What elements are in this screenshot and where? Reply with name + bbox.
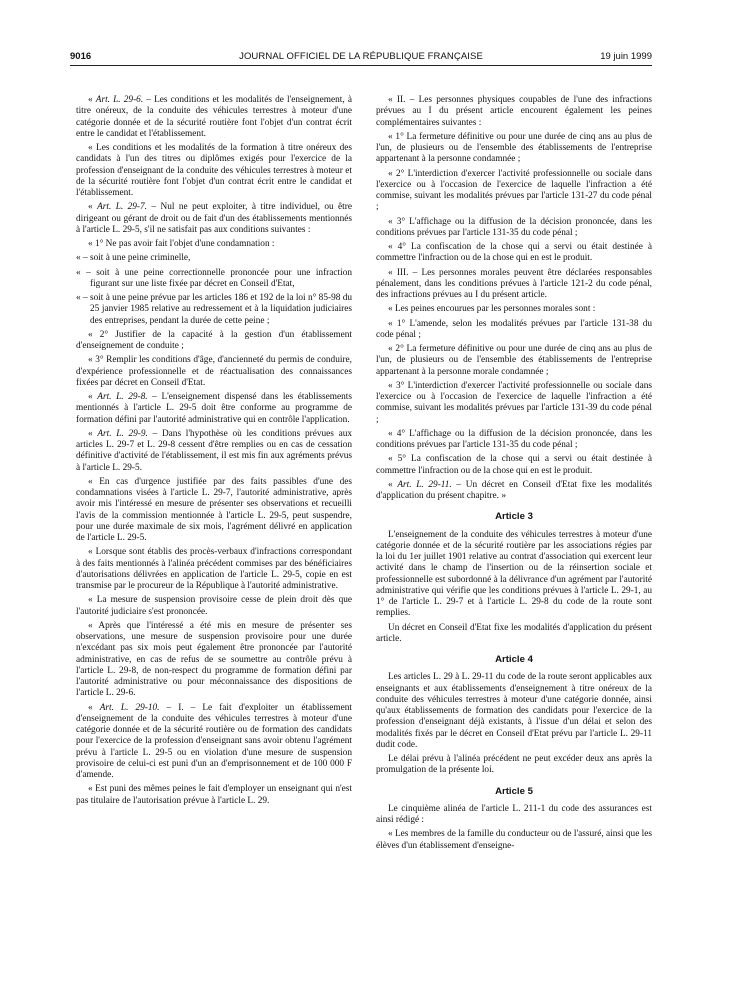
paragraph: « II. – Les personnes physiques coupables de l'une des infractions prévues au I du présent article encourent également les peines complémentaires suivantes : [376, 95, 652, 128]
paragraph: Le délai prévu à l'alinéa précédent ne peut excéder deux ans après la promulgation de la présente loi. [376, 754, 652, 776]
paragraph: « Est puni des mêmes peines le fait d'employer un enseignant qui n'est pas titulaire de l'autorisation prévue à l'article L. 29. [76, 784, 352, 806]
paragraph: « 3° L'affichage ou la diffusion de la décision prononcée, dans les conditions prévues par l'article 131-35 du code pénal ; [376, 216, 652, 238]
paragraph-text: – Les conditions et les modalités de l'enseignement, à titre onéreux, de la conduite des véhicules terrestres à moteur d'une catégorie donnée et de la sécurité routière font l'objet d'un contrat écrit entre le candidat et l'établissement. [76, 95, 352, 139]
paragraph: « Les conditions et les modalités de la formation à titre onéreux des candidats à l'un des titres ou diplômes exigés pour l'exercice de la profession d'enseignant de la conduite des véhicules terrestres à moteur et de la sécurité routière font l'objet d'un contrat écrit entre le candidat et l'établissement. [76, 143, 352, 198]
list-item: « – soit à une peine criminelle, [76, 253, 191, 264]
paragraph: « Les peines encourues par les personnes morales sont : [388, 304, 596, 315]
paragraph: « Les membres de la famille du conducteur ou de l'assuré, ainsi que les élèves d'un établissement d'enseigne- [376, 829, 652, 851]
header-rule [70, 65, 652, 66]
article-heading: Article 4 [495, 654, 533, 665]
left-column [76, 95, 352, 810]
list-item: « – soit à une peine correctionnelle prononcée pour une infraction figurant sur une liste fixée par décret en Conseil d'Etat, [76, 267, 352, 289]
paragraph: Les articles L. 29 à L. 29-11 du code de la route seront applicables aux enseignants et aux établissements d'enseignement à titre onéreux de la conduite des véhicules terrestres à moteur d'une catégorie donnée, ainsi qu'aux établissements de formation des candidats pour l'exercice de la profession d'enseignant déjà existants, à l'issue d'un délai et selon des modalités fixés par le décret en Conseil d'Etat prévu par l'article L. 29-11 dudit code. [376, 672, 652, 750]
article-heading: Article 5 [495, 785, 533, 797]
journal-title: JOURNAL OFFICIEL DE LA RÉPUBLIQUE FRANÇAISE [239, 51, 483, 62]
paragraph: « Après que l'intéressé a été mis en mesure de présenter ses observations, une mesure de suspension provisoire pour une durée n'excédant pas six mois peut également être prononcée par l'autorité administrative, en cas de refus de se soumettre au contrôle prévu à l'article L. 29-8, de non-respect du programme de formation défini par l'autorité administrative ou pour méconnaissance des dispositions de l'article L. 29-6. [76, 620, 352, 699]
paragraph-text: – Nul ne peut exploiter, à titre individuel, ou être dirigeant ou gérant de droit ou de fait d'un des établissements mentionnés à l'article L. 29-5, s'il ne satisfait pas aux conditions suivantes : [76, 202, 352, 235]
paragraph: « 3° L'interdiction d'exercer l'activité professionnelle ou sociale dans l'exercice ou à l'occasion de l'exercice de laquelle l'infraction a été commise, suivant les modalités prévues par l'article 131-39 du code pénal ; [376, 380, 652, 425]
paragraph: « 3° Remplir les conditions d'âge, d'ancienneté du permis de conduire, d'expérience professionnelle et de réactualisation des connaissances fixées par décret en Conseil d'Etat. [76, 355, 352, 388]
article-reference: Art. L. 29-11. [397, 479, 452, 490]
article-reference: Art. L. 29-9. [97, 428, 148, 439]
paragraph: « La mesure de suspension provisoire cesse de plein droit dès que l'autorité judiciaire s'est prononcée. [76, 595, 352, 617]
paragraph: « 1° L'amende, selon les modalités prévues par l'article 131-38 du code pénal ; [376, 318, 652, 340]
paragraph: « 1° La fermeture définitive ou pour une durée de cinq ans au plus de l'un, de plusieurs ou de l'ensemble des établissements de l'entreprise appartenant à la personne condamnée ; [376, 131, 652, 165]
paragraph: « 2° La fermeture définitive ou pour une durée de cinq ans au plus de l'un, de plusieurs ou de l'ensemble des établissements de l'entreprise appartenant à la personne morale condamnée ; [376, 344, 652, 377]
page-number: 9016 [70, 51, 92, 62]
paragraph: « 4° La confiscation de la chose qui a servi ou était destinée à commettre l'infraction ou de la chose qui en est le produit. [376, 242, 652, 264]
paragraph: « 2° Justifier de la capacité à la gestion d'un établissement d'enseignement de conduite ; [76, 329, 352, 351]
paragraph: « 4° L'affichage ou la diffusion de la décision prononcée, dans les conditions prévues par l'article 131-35 du code pénal ; [376, 428, 652, 450]
paragraph: « En cas d'urgence justifiée par des faits passibles d'une des condamnations visées à l'article L. 29-7, l'autorité administrative, après avoir mis l'intéressé en mesure de présenter ses observations et recueilli l'avis de la commission mentionnée à l'article L. 29-5, peut suspendre, pour une durée maximale de six mois, l'agrément délivré en application de l'article L. 29-5. [76, 476, 352, 543]
paragraph: « Lorsque sont établis des procès-verbaux d'infractions correspondant à des faits mentionnés à l'alinéa précédent commises par des bénéficiaires d'autorisations délivrées en application de l'article L. 29-5, copie en est transmise par le procureur de la République à l'autorité administrative. [76, 547, 352, 591]
right-column [376, 95, 652, 855]
paragraph: « 5° La confiscation de la chose qui a servi ou était destinée à commettre l'infraction ou de la chose qui en est le produit. [376, 454, 652, 476]
article-heading: Article 3 [495, 511, 533, 523]
list-item: « – soit à une peine prévue par les articles 186 et 192 de la loi n° 85-98 du 25 janvier 1985 relative au redressement et à la liquidation judiciaires des entreprises, pendant la durée de cette peine ; [76, 293, 352, 326]
paragraph: Le cinquième alinéa de l'article L. 211-1 du code des assurances est ainsi rédigé : [376, 803, 652, 825]
publication-date: 19 juin 1999 [600, 51, 652, 62]
article-reference: Art. L. 29-6. [95, 95, 144, 105]
paragraph: « Art. L. 29-8. – L'enseignement dispensé dans les établissements mentionnés à l'article L. 29-5 doit être conforme au programme de formation défini par l'autorité administrative qui en contrôle l'application. [76, 392, 352, 425]
paragraph: « Art. L. 29-6. – Les conditions et les modalités de l'enseignement, à titre onéreux, de la conduite des véhicules terrestres à moteur d'une catégorie donnée et de la sécurité routière font l'objet d'un contrat écrit entre le candidat et l'établissement. [76, 95, 352, 139]
paragraph: « Art. L. 29-11. – Un décret en Conseil d'Etat fixe les modalités d'application du présent chapitre. » [376, 479, 652, 501]
paragraph-text: – Dans l'hypothèse où les conditions prévues aux articles L. 29-7 et L. 29-8 cessent d'être remplies ou en cas de cessation définitive d'activité de l'établissement, il est mis fin aux agréments prévus à l'article L. 29-5. [76, 428, 352, 473]
paragraph: Un décret en Conseil d'Etat fixe les modalités d'application du présent article. [376, 622, 652, 644]
paragraph: L'enseignement de la conduite des véhicules terrestres à moteur d'une catégorie donnée et de la sécurité routière par les associations régies par la loi du 1er juillet 1901 relative au contrat d'association qui exercent leur activité dans le champ de l'insertion ou de la réinsertion sociale et professionnelle est subordonné à la délivrance d'un agrément par l'autorité administrative qui vérifie que les conditions prévues à l'article L. 29-1, au 1° de l'article L. 29-7 et à l'article L. 29-8 du code de la route sont remplies. [376, 529, 652, 619]
paragraph: « Art. L. 29-9. – Dans l'hypothèse où les conditions prévues aux articles L. 29-7 et L. 29-8 cessent d'être remplies ou en cas de cessation définitive d'activité de l'établissement, il est mis fin aux agréments prévus à l'article L. 29-5. [76, 428, 352, 473]
article-reference: Art. L. 29-10. [99, 702, 160, 713]
paragraph: « Art. L. 29-7. – Nul ne peut exploiter, à titre individuel, ou être dirigeant ou gérant de droit ou de fait d'un des établissements mentionnés à l'article L. 29-5, s'il ne satisfait pas aux conditions suivantes : [76, 202, 352, 235]
article-reference: Art. L. 29-7. [97, 202, 147, 213]
paragraph-text: – L'enseignement dispensé dans les établissements mentionnés à l'article L. 29-5 doit être conforme au programme de formation défini par l'autorité administrative qui en contrôle l'application. [76, 392, 352, 425]
paragraph: « 1° Ne pas avoir fait l'objet d'une condamnation : [88, 239, 275, 249]
paragraph: « III. – Les personnes morales peuvent être déclarées responsables pénalement, dans les conditions prévues à l'article 121-2 du code pénal, des infractions prévues au I du présent article. [376, 267, 652, 300]
paragraph-text: – I. – Le fait d'exploiter un établissement d'enseignement de la conduite des véhicules terrestres à moteur d'une catégorie donnée et de la sécurité routière ou de formation des candidats pour l'exercice de la profession d'enseignant sans avoir obtenu l'agrément prévu à l'article L. 29-5 ou en violation d'une mesure de suspension provisoire de celui-ci est puni d'un an d'emprisonnement et de 100 000 F d'amende. [76, 702, 352, 780]
paragraph-text: – Un décret en Conseil d'Etat fixe les modalités d'application du présent chapitre. » [376, 479, 652, 501]
paragraph: « 2° L'interdiction d'exercer l'activité professionnelle ou sociale dans l'exercice ou à l'occasion de l'exercice de laquelle l'infraction a été commise, suivant les modalités prévues par l'article 131-27 du code pénal ; [376, 168, 652, 213]
article-reference: Art. L. 29-8. [97, 392, 148, 402]
paragraph: « Art. L. 29-10. – I. – Le fait d'exploiter un établissement d'enseignement de la conduite des véhicules terrestres à moteur d'une catégorie donnée et de la sécurité routière ou de formation des candidats pour l'exercice de la profession d'enseignant sans avoir obtenu l'agrément prévu à l'article L. 29-5 ou en violation d'une mesure de suspension provisoire de celui-ci est puni d'un an d'emprisonnement et de 100 000 F d'amende. [76, 702, 352, 780]
